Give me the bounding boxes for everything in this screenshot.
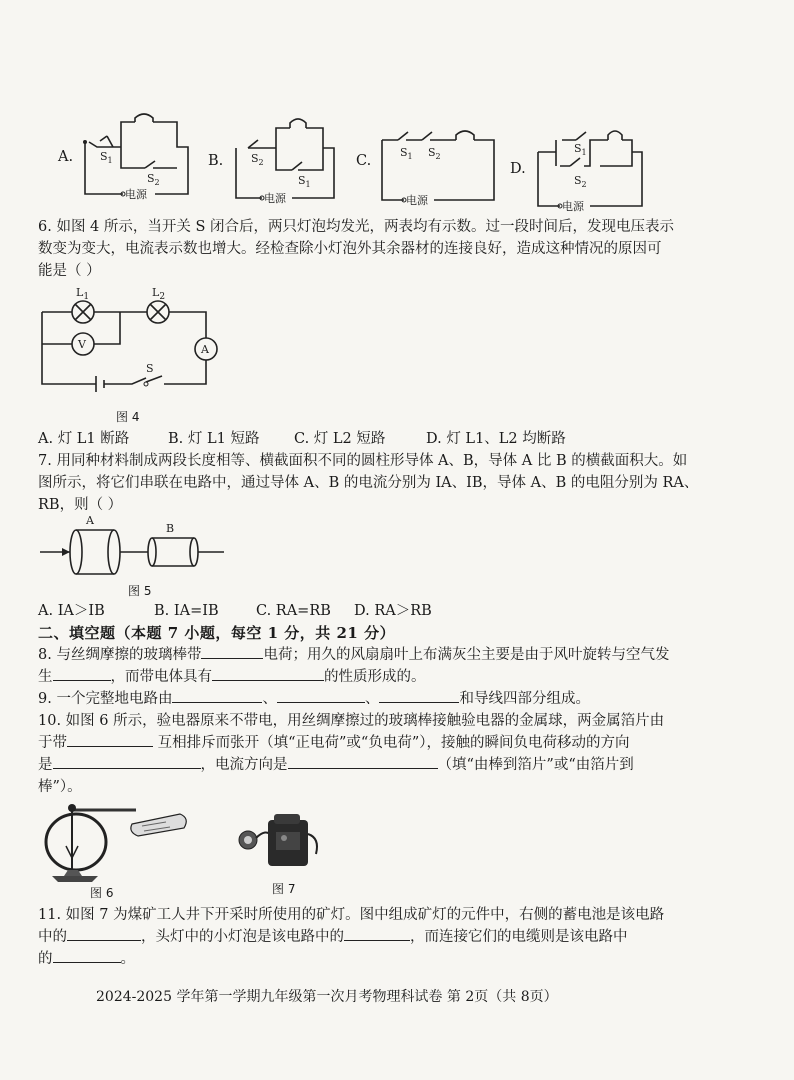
q10-blank-2[interactable]: [53, 754, 201, 769]
q7-line1: 7. 用同种材料制成两段长度相等、横截面积不同的圆柱形导体 A、B，导体 A 比 B 的横截面积大。如: [38, 453, 688, 469]
q8-blank-1[interactable]: [201, 644, 263, 659]
svg-text:S1: $S_1$: [100, 150, 113, 165]
q9-blank-3[interactable]: [379, 688, 459, 703]
q6-option-a: A. 灯 L1 断路: [38, 431, 130, 447]
svg-text:S1: $S_1$: [400, 146, 413, 161]
svg-text:电源: 电源: [264, 192, 286, 205]
q11-line3: 的 。: [38, 948, 135, 970]
svg-text:S: S: [146, 362, 154, 375]
q7-option-b: B. IA=IB: [154, 603, 219, 619]
q10-line3: 是 ，电流方向是 （填“由棒到箔片”或“由箔片到: [38, 754, 634, 776]
option-c-letter: C.: [356, 153, 372, 169]
svg-text:B: B: [166, 522, 175, 535]
svg-text:S2: $S_2$: [147, 172, 160, 187]
figure-4-caption: 图 4: [116, 410, 140, 424]
q10-line1: 10. 如图 6 所示，验电器原来不带电，用丝绸摩擦过的玻璃棒接触验电器的金属球，两金属箔片由: [38, 713, 665, 729]
circuit-option-a: [85, 112, 205, 202]
q11-line2: 中的 ，头灯中的小灯泡是该电路中的 ，而连接它们的电缆则是该电路中: [38, 926, 628, 948]
svg-text:S1: $S_1$: [574, 142, 587, 157]
q11-blank-2[interactable]: [344, 926, 410, 941]
svg-text:电源: 电源: [406, 194, 428, 207]
q8-line1: 8. 与丝绸摩擦的玻璃棒带 电荷；用久的风扇扇叶上布满灰尘主要是由于风叶旋转与空气发: [38, 644, 669, 666]
svg-text:S2: $S_2$: [428, 146, 441, 161]
q8-blank-3[interactable]: [212, 666, 324, 681]
q7-option-a: A. IA＞IB: [38, 603, 105, 619]
q8-blank-2[interactable]: [53, 666, 111, 681]
svg-text:V: V: [78, 338, 86, 351]
q6-option-c: C. 灯 L2 短路: [294, 431, 386, 447]
svg-text:A: A: [86, 514, 94, 527]
svg-text:L1: $L_1$: [76, 286, 90, 302]
circuit-option-b: [236, 118, 356, 208]
figure-7-miners-lamp: [236, 808, 326, 872]
svg-text:A: A: [201, 343, 209, 356]
circuit-option-d: [538, 122, 658, 212]
q6-line2: 数变为变大，电流表示数也增大。经检查除小灯泡外其余器材的连接良好，造成这种情况的原因可: [38, 241, 662, 257]
q10-line2: 于带 互相排斥而张开（填“正电荷”或“负电荷”），接触的瞬间负电荷移动的方向: [38, 732, 630, 754]
q11-blank-1[interactable]: [67, 926, 141, 941]
q8-line2: 生 ，而带电体具有 的性质形成的。: [38, 666, 426, 688]
q6-line3: 能是（ ）: [38, 263, 101, 279]
option-d-letter: D.: [510, 161, 526, 177]
q11-blank-3[interactable]: [53, 948, 121, 963]
q10-blank-1[interactable]: [67, 732, 153, 747]
q9-blank-1[interactable]: [172, 688, 262, 703]
q9-blank-2[interactable]: [277, 688, 365, 703]
q9-line: 9. 一个完整地电路由 、 、 和导线四部分组成。: [38, 688, 590, 710]
figure-4-circuit: [42, 282, 222, 392]
q7-option-d: D. RA＞RB: [354, 603, 432, 619]
circuit-option-c: [382, 126, 502, 206]
option-b-letter: B.: [208, 153, 224, 169]
figure-6-electroscope: [42, 796, 192, 884]
figure-5-caption: 图 5: [128, 584, 152, 598]
q6-option-b: B. 灯 L1 短路: [168, 431, 260, 447]
option-a-letter: A.: [58, 149, 74, 165]
svg-text:S2: $S_2$: [574, 174, 587, 189]
q7-option-c: C. RA=RB: [256, 603, 331, 619]
svg-text:L2: $L_2$: [152, 286, 166, 302]
section2-heading: 二、填空题（本题 7 小题，每空 1 分，共 21 分）: [38, 624, 396, 642]
q10-blank-3[interactable]: [288, 754, 438, 769]
q6-option-d: D. 灯 L1、L2 均断路: [426, 431, 566, 447]
figure-7-caption: 图 7: [272, 882, 296, 896]
q6-line1: 6. 如图 4 所示，当开关 S 闭合后，两只灯泡均发光，两表均有示数。过一段时间后，发现电压表示: [38, 219, 675, 235]
option-a-source-label: 电源: [125, 188, 147, 201]
q10-line4: 棒”）。: [38, 779, 82, 795]
svg-text:S1: $S_1$: [298, 174, 311, 189]
figure-6-caption: 图 6: [90, 886, 114, 900]
q7-line2: 图所示，将它们串联在电路中，通过导体 A、B 的电流分别为 IA、IB，导体 A、B 的电阻分别为 RA、: [38, 475, 699, 491]
q7-line3: RB，则（ ）: [38, 497, 123, 513]
svg-text:电源: 电源: [562, 200, 584, 213]
figure-5-conductors: [40, 514, 230, 584]
q11-line1: 11. 如图 7 为煤矿工人井下开采时所使用的矿灯。图中组成矿灯的元件中，右侧的蓄电池是该电路: [38, 907, 665, 923]
svg-text:S2: $S_2$: [251, 152, 264, 167]
page-footer: 2024-2025 学年第一学期九年级第一次月考物理科试卷 第 2页（共 8页）: [96, 989, 558, 1005]
